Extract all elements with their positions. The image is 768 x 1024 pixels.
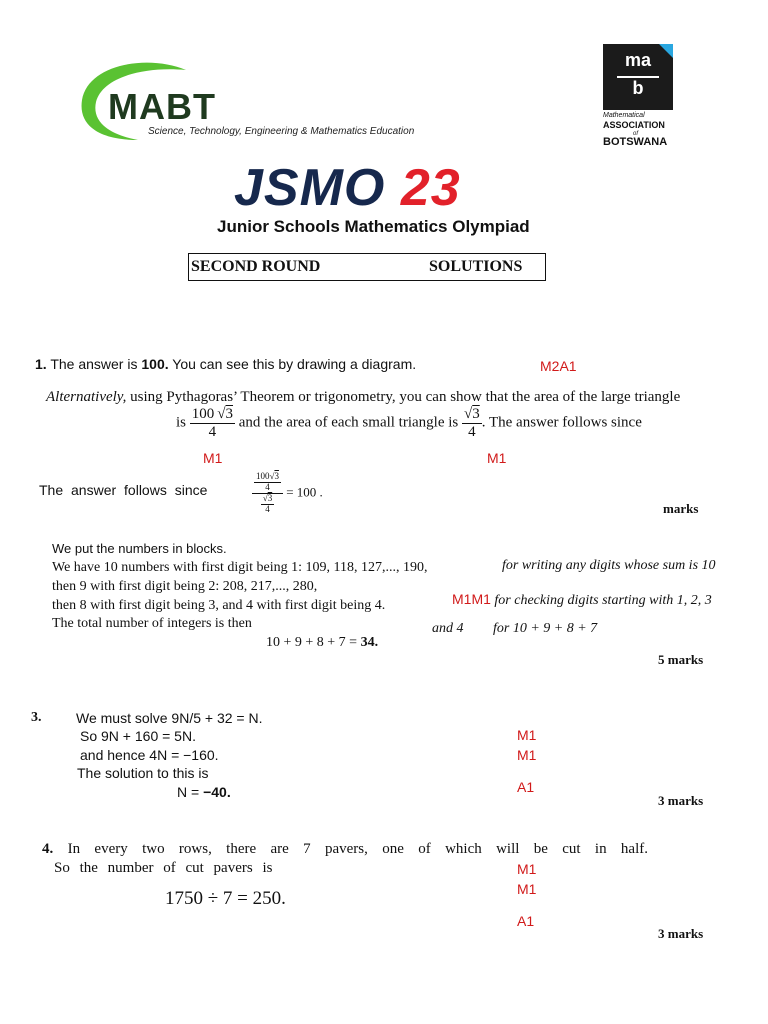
q1-big-den-root: 3	[267, 492, 273, 503]
mab-text-of: of	[633, 131, 639, 137]
q1-alt-text: using Pythagoras’ Theorem or trigonometry, you can show that the area of the large triangle	[130, 389, 681, 405]
q2-note3a: and 4	[432, 621, 464, 636]
q2-sum-text: 10 + 9 + 8 + 7 =	[266, 635, 358, 650]
jsmo-title	[234, 158, 461, 218]
mabt-wordmark: MABT	[108, 86, 216, 127]
q4-line2: So the number of cut pavers is	[54, 860, 273, 876]
q2-note1: for writing any digits whose sum is 10	[502, 558, 716, 573]
q1-mark-m1-a: M1	[203, 450, 223, 466]
q1-answer: 100.	[141, 356, 169, 372]
round-label: SECOND ROUND	[191, 258, 321, 275]
q2-line4: then 8 with first digit being 3, and 4 with first digit being 4.	[52, 598, 386, 613]
q2-note3b: for 10 + 9 + 8 + 7	[493, 621, 598, 636]
q1-big-num-den: 4	[265, 481, 270, 492]
q4-marks-label: 3 marks	[658, 926, 704, 941]
q3-mark-c: A1	[517, 779, 535, 795]
q2-line3: then 9 with first digit being 2: 208, 217,..., 280,	[52, 579, 318, 594]
q2-note2-text: for checking digits starting with 1, 2, 3	[494, 593, 712, 608]
jsmo-title-word: JSMO	[234, 159, 386, 217]
q2-mark-m1m1: M1M1	[452, 591, 491, 607]
q1-line1-post: You can see this by drawing a diagram.	[172, 356, 417, 372]
q1-equals-value: = 100 .	[286, 484, 323, 500]
q1-follows-text: The answer follows since	[39, 482, 208, 498]
q1-final-equation	[252, 472, 323, 515]
q3-mark-a: M1	[517, 727, 537, 743]
q1-frac1-root: 3	[225, 406, 234, 422]
q3-number: 3.	[31, 710, 42, 725]
q1-marks-label: marks	[663, 501, 699, 516]
mabt-tagline: Science, Technology, Engineering & Mathematics Education	[148, 126, 415, 137]
q2-marks-label: 5 marks	[658, 652, 704, 667]
q3-line2: So 9N + 160 = 5N.	[80, 728, 196, 744]
mab-logo-bottom: b	[632, 78, 644, 98]
q3-line3: and hence 4N = −160.	[80, 747, 219, 763]
q1-big-num-root: 3	[274, 471, 279, 481]
mab-text-mathematical: Mathematical	[603, 112, 645, 119]
q2-sum	[266, 635, 378, 651]
q4-mark-b: M1	[517, 881, 537, 897]
q2-line1: We put the numbers in blocks.	[52, 541, 227, 556]
q1-frac1-den: 4	[208, 423, 217, 440]
solutions-label: SOLUTIONS	[429, 258, 523, 275]
q3-answer: −40.	[203, 784, 231, 800]
q2-line2: We have 10 numbers with first digit being 1: 109, 118, 127,..., 190,	[52, 560, 428, 575]
mab-text-association: ASSOCIATION	[603, 120, 665, 130]
q4-line1	[42, 841, 648, 858]
q1-frac1-num: 100	[191, 406, 215, 422]
q3-line1: We must solve 9N/5 + 32 = N.	[76, 710, 263, 726]
olympiad-name: Junior Schools Mathematics Olympiad	[217, 217, 530, 236]
q1-big-fraction	[252, 472, 283, 515]
q3-line5-pre: N =	[177, 784, 200, 800]
q1-alt-word: Alternatively,	[46, 389, 127, 405]
q4-equation: 1750 ÷ 7 = 250.	[165, 888, 286, 909]
q1-small-triangle-fraction: $\frac{√3}{4}$	[464, 406, 480, 440]
mab-logo-top: ma	[624, 50, 651, 70]
q1-line1-pre: The answer is	[50, 356, 138, 372]
q1-frac2-den: 4	[468, 423, 476, 440]
round-box	[188, 253, 546, 281]
q1-big-fraction-numerator: $\frac{100√3}{4}$	[256, 471, 279, 492]
jsmo-title-year: 23	[400, 159, 461, 217]
q1-large-triangle-fraction: $\frac{100 √3}{4}$	[191, 406, 234, 440]
q1-big-den-den: 4	[265, 503, 270, 514]
q1-mark-m1-b: M1	[487, 450, 507, 466]
q1-number: 1.	[35, 356, 47, 372]
q1-end-text: . The answer follows since	[481, 414, 642, 431]
q3-line4: The solution to this is	[77, 765, 209, 781]
q1-frac2-root: 3	[472, 406, 480, 422]
q3-line5	[177, 784, 231, 800]
q1-big-fraction-denominator: $\frac{√3}{4}$	[262, 492, 273, 514]
q1-big-num-num: 100	[256, 471, 270, 481]
q1-is-word: is	[176, 414, 187, 431]
q3-marks-label: 3 marks	[658, 793, 704, 808]
q4-mark-a: M1	[517, 861, 537, 877]
mabt-logo	[78, 60, 448, 142]
q1-area-line	[176, 406, 642, 440]
q2-sum-answer: 34.	[360, 635, 379, 650]
mab-logo	[603, 44, 675, 150]
q1-line1	[35, 356, 416, 372]
q3-mark-b: M1	[517, 747, 537, 763]
mab-text-botswana: BOTSWANA	[603, 136, 668, 148]
q4-line1-text: In every two rows, there are 7 pavers, one of which will be cut in half.	[67, 841, 648, 857]
q1-mid-text: and the area of each small triangle is	[238, 414, 459, 431]
q2-line5: The total number of integers is then	[52, 616, 252, 631]
q4-number: 4.	[42, 841, 54, 857]
q1-mark-m2a1: M2A1	[540, 358, 577, 374]
q1-alt-line	[46, 389, 680, 406]
q2-note2	[452, 591, 712, 609]
q4-mark-c: A1	[517, 913, 535, 929]
